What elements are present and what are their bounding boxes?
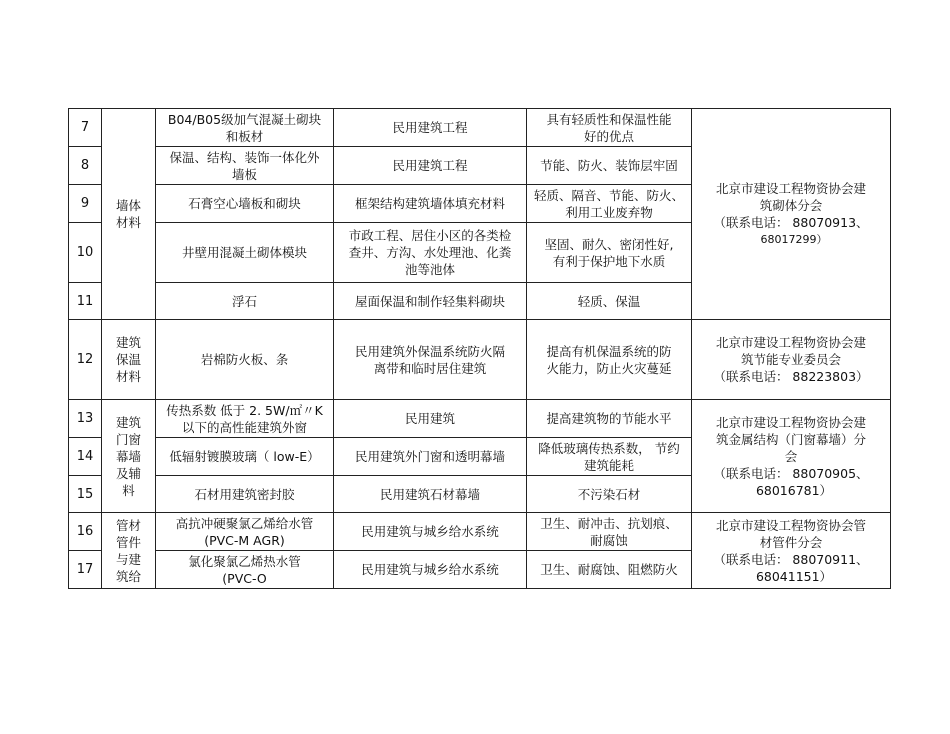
scope-line: 框架结构建筑墙体填充材料 [354,196,505,211]
scope-line: 民用建筑与城乡给水系统 [361,562,499,577]
scope-line: 民用建筑石材幕墙 [379,486,480,502]
product-name [156,476,334,513]
product-name [156,513,334,551]
merit-line: 轻质、保温 [577,293,641,309]
org-line: 筑砌体分会 [759,198,823,213]
product-line: 井壁用混凝土砌体模块 [181,245,307,260]
row-number: 16 [69,513,102,551]
table-row [69,109,891,147]
application-scope [334,283,527,320]
application-scope [334,438,527,476]
category-line: 材料 [115,369,141,384]
table-row [69,320,891,400]
row-number: 11 [69,283,102,320]
category-line: 墙体 [115,198,141,213]
merit-line: 具有轻质性和保温性能 [546,111,672,127]
product-name [156,223,334,283]
table-row [69,513,891,551]
product-merit [527,438,692,476]
product-line: 低辐射镀膜玻璃（ low-E） [169,449,320,464]
merit-line: 耐腐蚀 [590,532,628,548]
category-line: 建筑 [115,335,141,350]
product-name [156,400,334,438]
merit-line: 好的优点 [583,128,634,144]
org-phone: （联系电话： 88070905、 [713,465,869,481]
merit-line: 提高有机保温系统的防 [546,343,672,359]
org-line: 北京市建设工程物资协会管 [715,517,866,533]
org-phone: （联系电话： 88070913、 [713,215,869,230]
merit-line: 卫生、耐腐蚀、阻燃防火 [540,562,678,577]
org-phone: （联系电话： 88070911、 [713,551,869,567]
product-merit [527,400,692,438]
category-line: 门窗 [115,431,141,447]
row-number: 7 [69,109,102,147]
row-number: 17 [69,551,102,589]
product-line: B04/B05级加气混凝土砌块 [167,111,322,127]
category-line: 材料 [115,215,141,230]
product-name [156,283,334,320]
org-line: 筑金属结构（门窗幕墙）分 [715,431,866,447]
contact-organization [692,400,891,513]
application-scope [334,109,527,147]
org-phone: 68017299） [760,233,828,246]
scope-line: 民用建筑工程 [392,120,468,135]
merit-line: 卫生、耐冲击、抗划痕、 [540,515,678,531]
merit-line: 提高建筑物的节能水平 [546,411,672,426]
org-line: 北京市建设工程物资协会建 [715,335,866,350]
category-cell [102,320,156,400]
row-number: 15 [69,476,102,513]
product-line: (PVC-O [222,570,267,586]
scope-line: 民用建筑外门窗和透明幕墙 [354,449,505,464]
scope-line: 民用建筑 [404,411,455,426]
product-line: 保温、结构、装饰一体化外 [169,149,320,165]
org-phone: 68041151） [755,568,833,584]
merit-line: 节能、防火、装饰层牢固 [540,158,678,173]
table-row [69,400,891,438]
merit-line: 不污染石材 [577,486,641,502]
product-merit [527,551,692,589]
merit-line: 有利于保护地下水质 [552,253,666,269]
product-merit [527,476,692,513]
product-line: 墙板 [231,166,257,182]
product-merit [527,223,692,283]
product-name [156,109,334,147]
merit-line: 轻质、隔音、节能、防火、 [533,187,684,203]
application-scope [334,513,527,551]
org-line: 会 [784,448,798,464]
product-line: 高抗冲硬聚氯乙烯给水管 [175,515,314,531]
scope-line: 池等池体 [404,262,455,277]
merit-line: 利用工业废弃物 [565,204,653,220]
category-line: 筑给 [115,568,141,584]
merit-line: 坚固、耐久、密闭性好, [544,236,674,252]
category-cell [102,109,156,320]
row-number: 9 [69,185,102,223]
scope-line: 市政工程、居住小区的各类检 [348,228,512,243]
org-line: 北京市建设工程物资协会建 [715,414,866,430]
product-merit [527,109,692,147]
product-merit [527,283,692,320]
scope-line: 查井、方沟、水处理池、化粪 [348,245,512,260]
product-name [156,551,334,589]
row-number: 13 [69,400,102,438]
product-merit [527,147,692,185]
scope-line: 屋面保温和制作轻集料砌块 [354,293,505,309]
application-scope [334,223,527,283]
category-line: 及辅 [115,465,141,481]
product-line: 和板材 [225,128,264,144]
product-name [156,320,334,400]
merit-line: 建筑能耗 [583,457,634,473]
row-number: 14 [69,438,102,476]
scope-line: 民用建筑与城乡给水系统 [361,524,499,539]
org-phone: 68016781） [755,482,833,498]
product-line: 氯化聚氯乙烯热水管 [188,553,301,569]
merit-line: 降低玻璃传热系数， 节约 [538,440,680,456]
category-line: 幕墙 [115,448,141,464]
scope-line: 民用建筑工程 [392,158,468,173]
contact-organization [692,513,891,589]
org-line: 北京市建设工程物资协会建 [715,181,866,196]
org-line: 材管件分会 [759,534,823,550]
category-line: 与建 [115,551,141,567]
category-cell [102,400,156,513]
row-number: 10 [69,223,102,283]
category-line: 管材 [115,517,141,533]
application-scope [334,551,527,589]
row-number: 12 [69,320,102,400]
category-line: 料 [122,482,135,498]
product-line: 浮石 [231,293,257,309]
product-line: (PVC-M AGR) [204,532,285,548]
product-name [156,438,334,476]
product-name [156,185,334,223]
application-scope [334,147,527,185]
product-merit [527,320,692,400]
merit-line: 火能力，防止火灾蔓延 [546,360,672,376]
org-phone: （联系电话： 88223803） [713,369,869,384]
contact-organization [692,320,891,400]
scope-line: 离带和临时居住建筑 [373,360,487,376]
contact-organization [692,109,891,320]
application-scope [334,400,527,438]
product-line: 传热系数 低于 2. 5W/㎡〃K [166,402,323,418]
product-merit [527,513,692,551]
row-number: 8 [69,147,102,185]
category-cell [102,513,156,589]
product-merit [527,185,692,223]
product-name [156,147,334,185]
category-line: 管件 [115,534,141,550]
product-line: 岩棉防火板、条 [200,352,289,367]
scope-line: 民用建筑外保温系统防火隔 [354,343,505,359]
product-line: 以下的高性能建筑外窗 [181,419,307,435]
product-line: 石膏空心墙板和砌块 [188,196,301,211]
application-scope [334,320,527,400]
category-line: 保温 [115,352,141,367]
application-scope [334,476,527,513]
category-line: 建筑 [115,414,141,430]
product-line: 石材用建筑密封胶 [194,486,295,502]
product-table [68,108,891,589]
org-line: 筑节能专业委员会 [740,352,841,367]
application-scope [334,185,527,223]
